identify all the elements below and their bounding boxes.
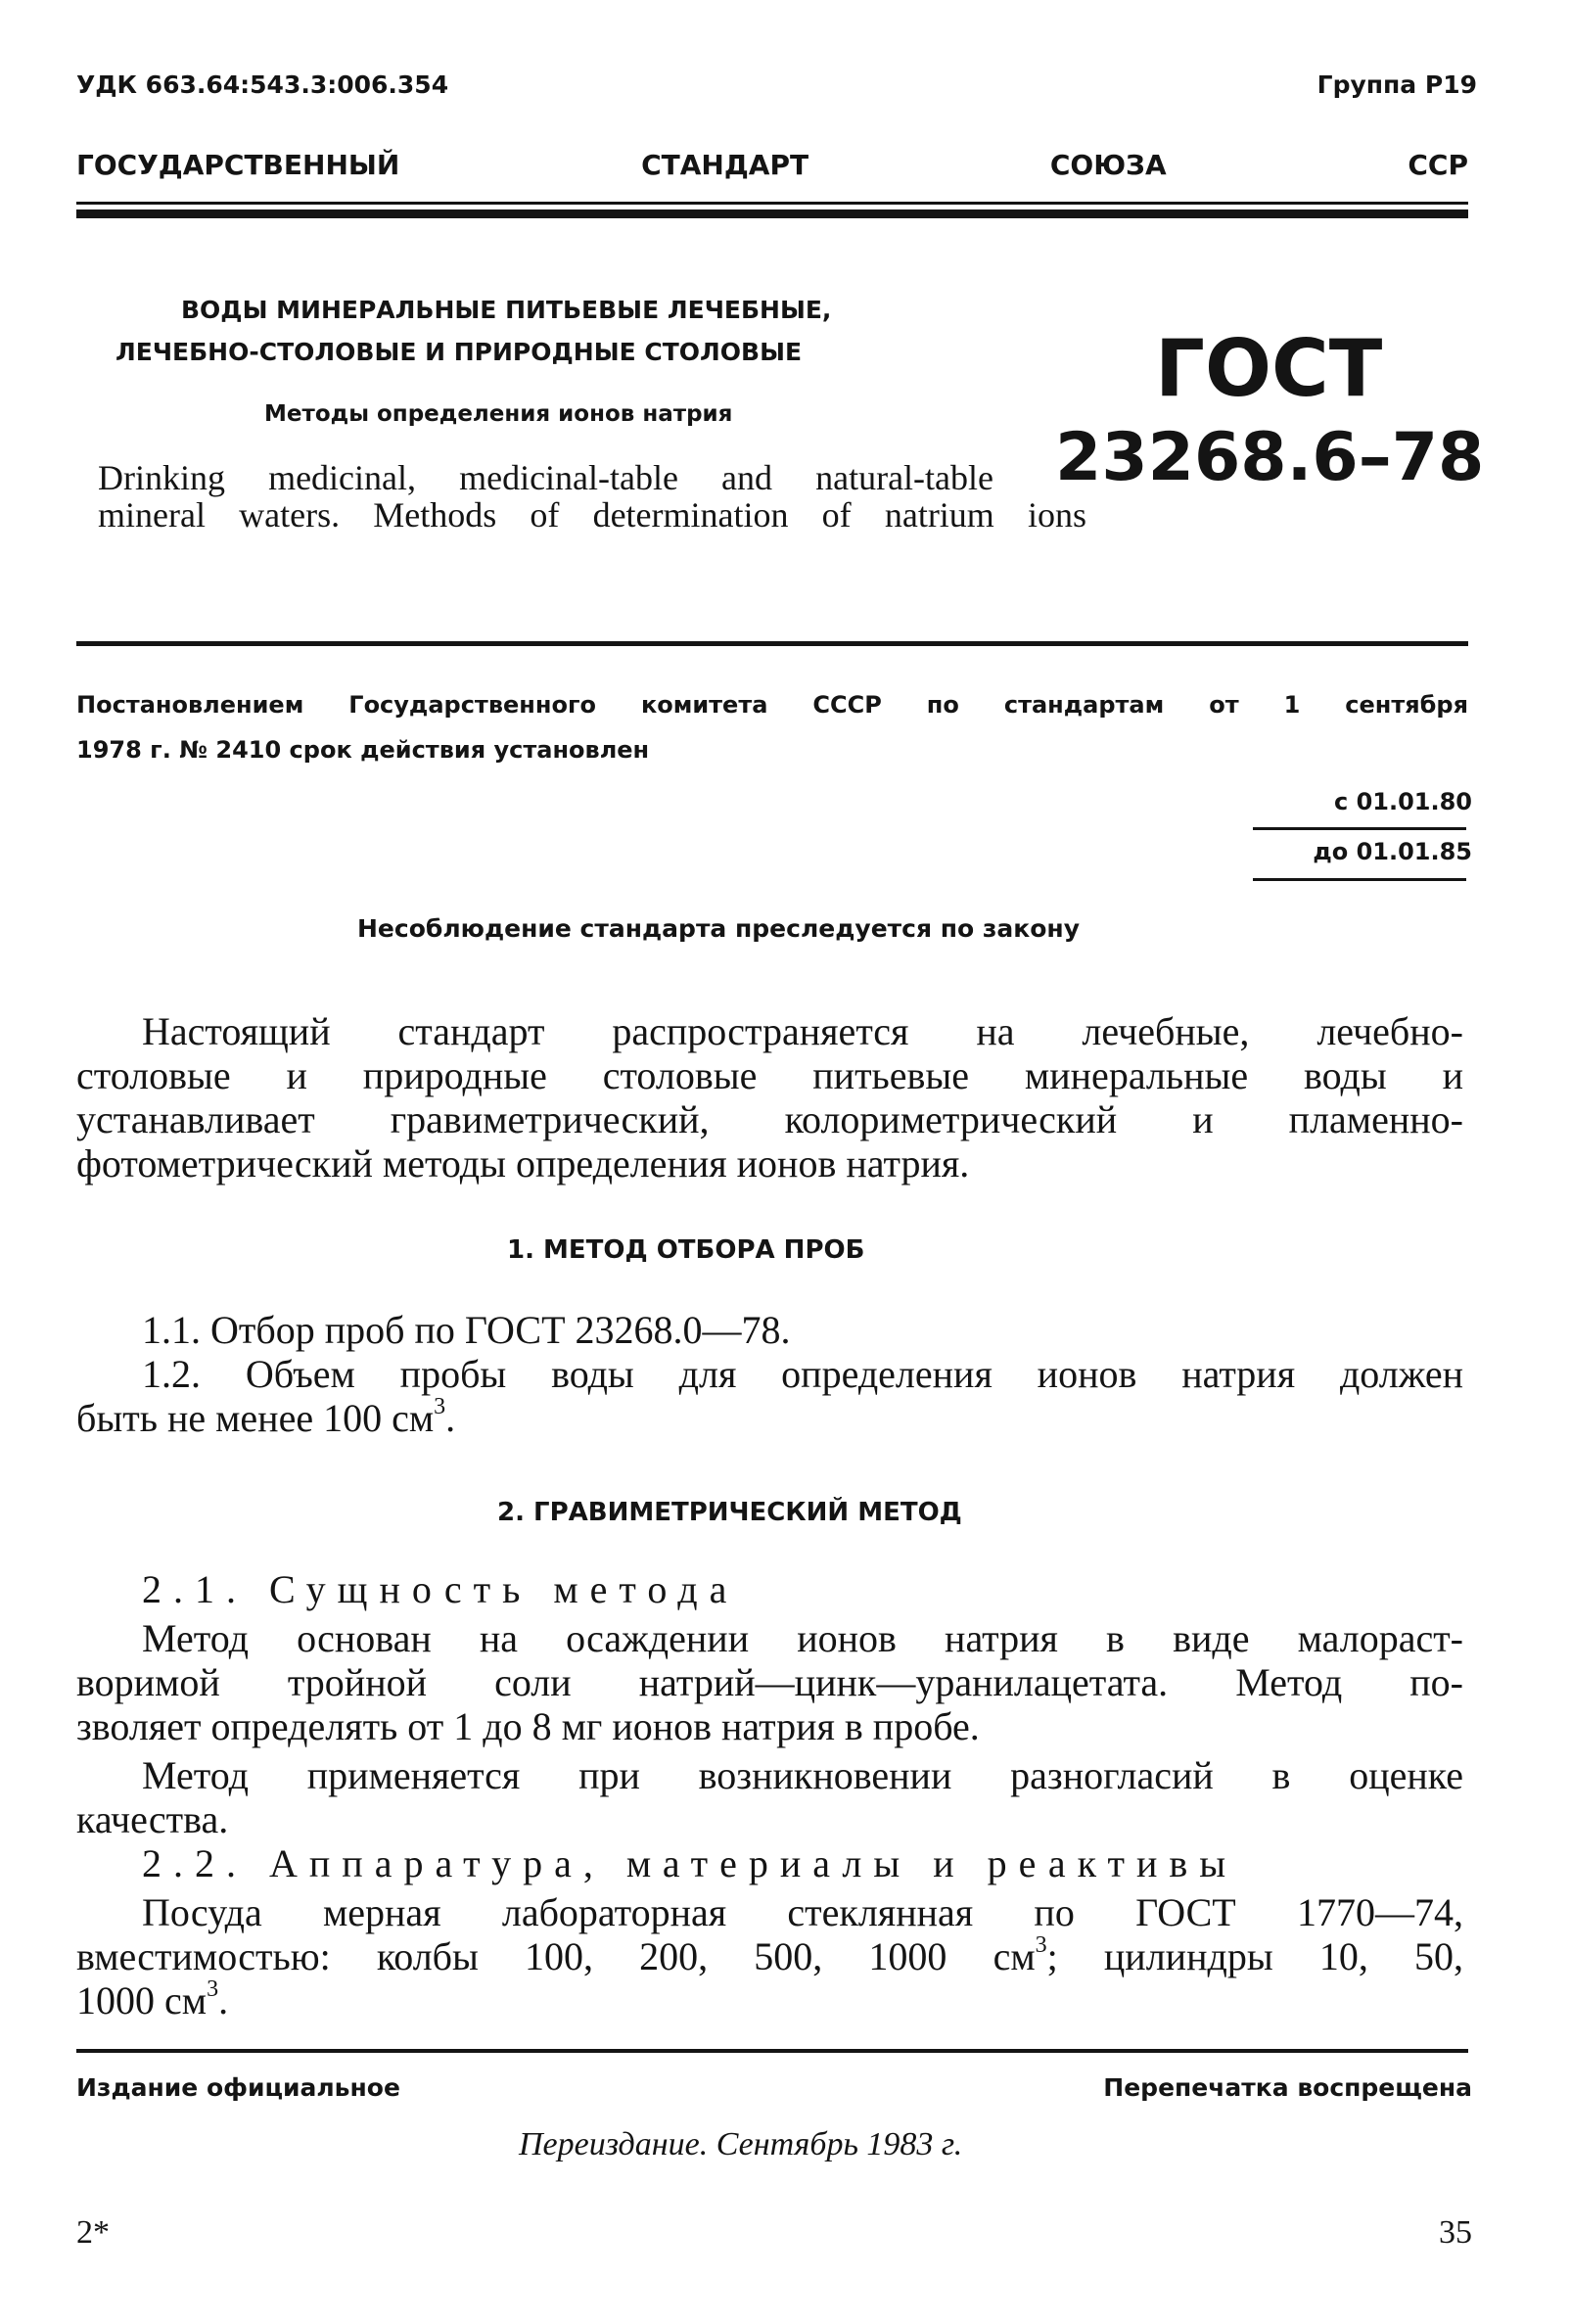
section1-item-1-2-cont: быть не менее 100 $см^3$. [76, 1394, 456, 1440]
title-ru-line1: ВОДЫ МИНЕРАЛЬНЫЕ ПИТЬЕВЫЕ ЛЕЧЕБНЫЕ, [181, 296, 832, 324]
udk-code: УДК 663.64:543.3:006.354 [76, 70, 449, 99]
intro-line: столовые и природные столовые питьевые минеральные воды и [76, 1053, 1463, 1097]
decree-line2: 1978 г. № 2410 срок действия установлен [76, 736, 650, 764]
decree-line1: Постановлением Государственного комитета СССР по стандартам от 1 сентября [76, 691, 1468, 719]
title-en-line2: mineral waters. Methods of determination of natrium ions [98, 495, 1086, 535]
validity-rule-2 [1253, 878, 1466, 881]
official-edition-label: Издание официальное [76, 2073, 400, 2102]
validity-rule-1 [1253, 827, 1466, 830]
page-number: 35 [1439, 2214, 1472, 2251]
reprint-prohibited-label: Перепечатка воспрещена [1103, 2073, 1472, 2102]
section2-item-2-1-title: 2.1. Сущность метода [142, 1567, 739, 1611]
title-en-line1: Drinking medicinal, medicinal-table and natural-table [98, 458, 993, 497]
intro-line: Настоящий стандарт распространяется на лечебные, лечебно- [142, 1009, 1463, 1053]
violation-notice: Несоблюдение стандарта преследуется по закону [357, 914, 1080, 943]
footer-rule [76, 2049, 1468, 2053]
section2-text-line: качества. [76, 1797, 229, 1841]
section2-text-line: Посуда мерная лабораторная стеклянная по ГОСТ 1770—74, [142, 1890, 1463, 1934]
state-standard-banner: ГОСУДАРСТВЕННЫЙ СТАНДАРТ СОЮЗА ССР [76, 149, 1468, 181]
header-rule-thin [76, 202, 1468, 205]
title-ru-line2: ЛЕЧЕБНО-СТОЛОВЫЕ И ПРИРОДНЫЕ СТОЛОВЫЕ [115, 338, 803, 366]
title-rule [76, 641, 1468, 646]
header-rule-thick [76, 209, 1468, 218]
validity-to: до 01.01.85 [1313, 838, 1472, 865]
section1-heading: 1. МЕТОД ОТБОРА ПРОБ [507, 1235, 865, 1265]
section2-text-line: вместимостью: колбы 100, 200, 500, 1000 $см^3$; цилиндры 10, 50, [76, 1932, 1463, 1978]
section2-item-2-2-title: 2.2. Аппаратура, материалы и реактивы [142, 1841, 1238, 1885]
section1-item-1-1: 1.1. Отбор проб по ГОСТ 23268.0—78. [142, 1308, 791, 1352]
section1-item-1-2: 1.2. Объем пробы воды для определения ионов натрия должен [142, 1352, 1463, 1396]
intro-line: фотометрический методы определения ионов натрия. [76, 1141, 970, 1185]
section2-text-line: зволяет определять от 1 до 8 мг ионов натрия в пробе. [76, 1704, 980, 1748]
sheet-mark: 2* [76, 2214, 110, 2251]
reissue-note: Переиздание. Сентябрь 1983 г. [519, 2126, 963, 2162]
section2-text-line: 1000 $см^3$. [76, 1976, 229, 2022]
validity-from: с 01.01.80 [1333, 788, 1472, 815]
section2-text-line: Метод применяется при возникновении разногласий в оценке [142, 1753, 1463, 1797]
group-code: Группа Р19 [1316, 70, 1477, 99]
intro-line: устанавливает гравиметрический, колориметрический и пламенно- [76, 1097, 1463, 1141]
gost-number: 23268.6–78 [1055, 419, 1485, 496]
section2-text-line: Метод основан на осаждении ионов натрия в виде малораст- [142, 1616, 1463, 1660]
title-ru-subtitle: Методы определения ионов натрия [264, 401, 733, 427]
gost-label: ГОСТ [1155, 323, 1383, 414]
section2-text-line: воримой тройной соли натрий—цинк—уранилацетата. Метод по- [76, 1660, 1463, 1704]
section2-heading: 2. ГРАВИМЕТРИЧЕСКИЙ МЕТОД [497, 1498, 962, 1527]
